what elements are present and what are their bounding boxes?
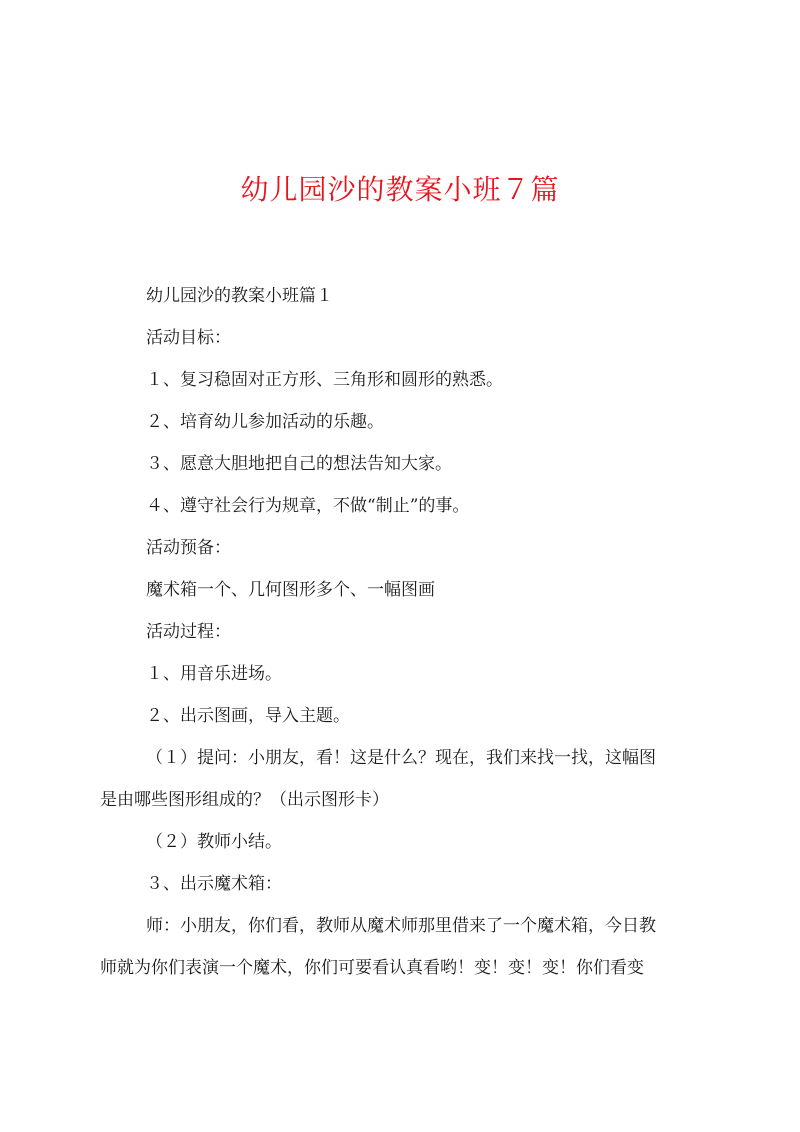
paragraph-question	[100, 745, 706, 829]
paragraph: 活动过程：	[146, 622, 231, 642]
paragraph-line: 师：小朋友，你们看，教师从魔术师那里借来了一个魔术箱，今日教	[146, 916, 656, 936]
paragraph: １、用音乐进场。	[146, 664, 282, 684]
paragraph-line: 师就为你们表演一个魔术，你们可要看认真看哟！变！变！变！你们看变	[100, 958, 644, 978]
paragraph: 魔术箱一个、几何图形多个、一幅图画	[146, 580, 435, 600]
paragraph: ３、愿意大胆地把自己的想法告知大家。	[146, 454, 452, 474]
paragraph: （２）教师小结。	[146, 832, 282, 852]
paragraph: １、复习稳固对正方形、三角形和圆形的熟悉。	[146, 370, 503, 390]
document-title: 幼儿园沙的教案小班７篇	[240, 173, 560, 206]
paragraph: ４、遵守社会行为规章，不做“制止”的事。	[146, 496, 470, 516]
paragraph-teacher	[100, 913, 706, 997]
paragraph-line: （１）提问：小朋友，看！这是什么？现在，我们来找一找，这幅图	[146, 748, 656, 768]
paragraph: ２、出示图画，导入主题。	[146, 706, 350, 726]
document-body	[100, 283, 706, 997]
paragraph: 活动预备：	[146, 538, 231, 558]
section-heading: 幼儿园沙的教案小班篇１	[146, 286, 333, 306]
paragraph: 活动目标：	[146, 328, 231, 348]
paragraph: ３、出示魔术箱：	[146, 874, 282, 894]
paragraph: ２、培育幼儿参加活动的乐趣。	[146, 412, 384, 432]
paragraph-line: 是由哪些图形组成的？（出示图形卡）	[100, 790, 389, 810]
